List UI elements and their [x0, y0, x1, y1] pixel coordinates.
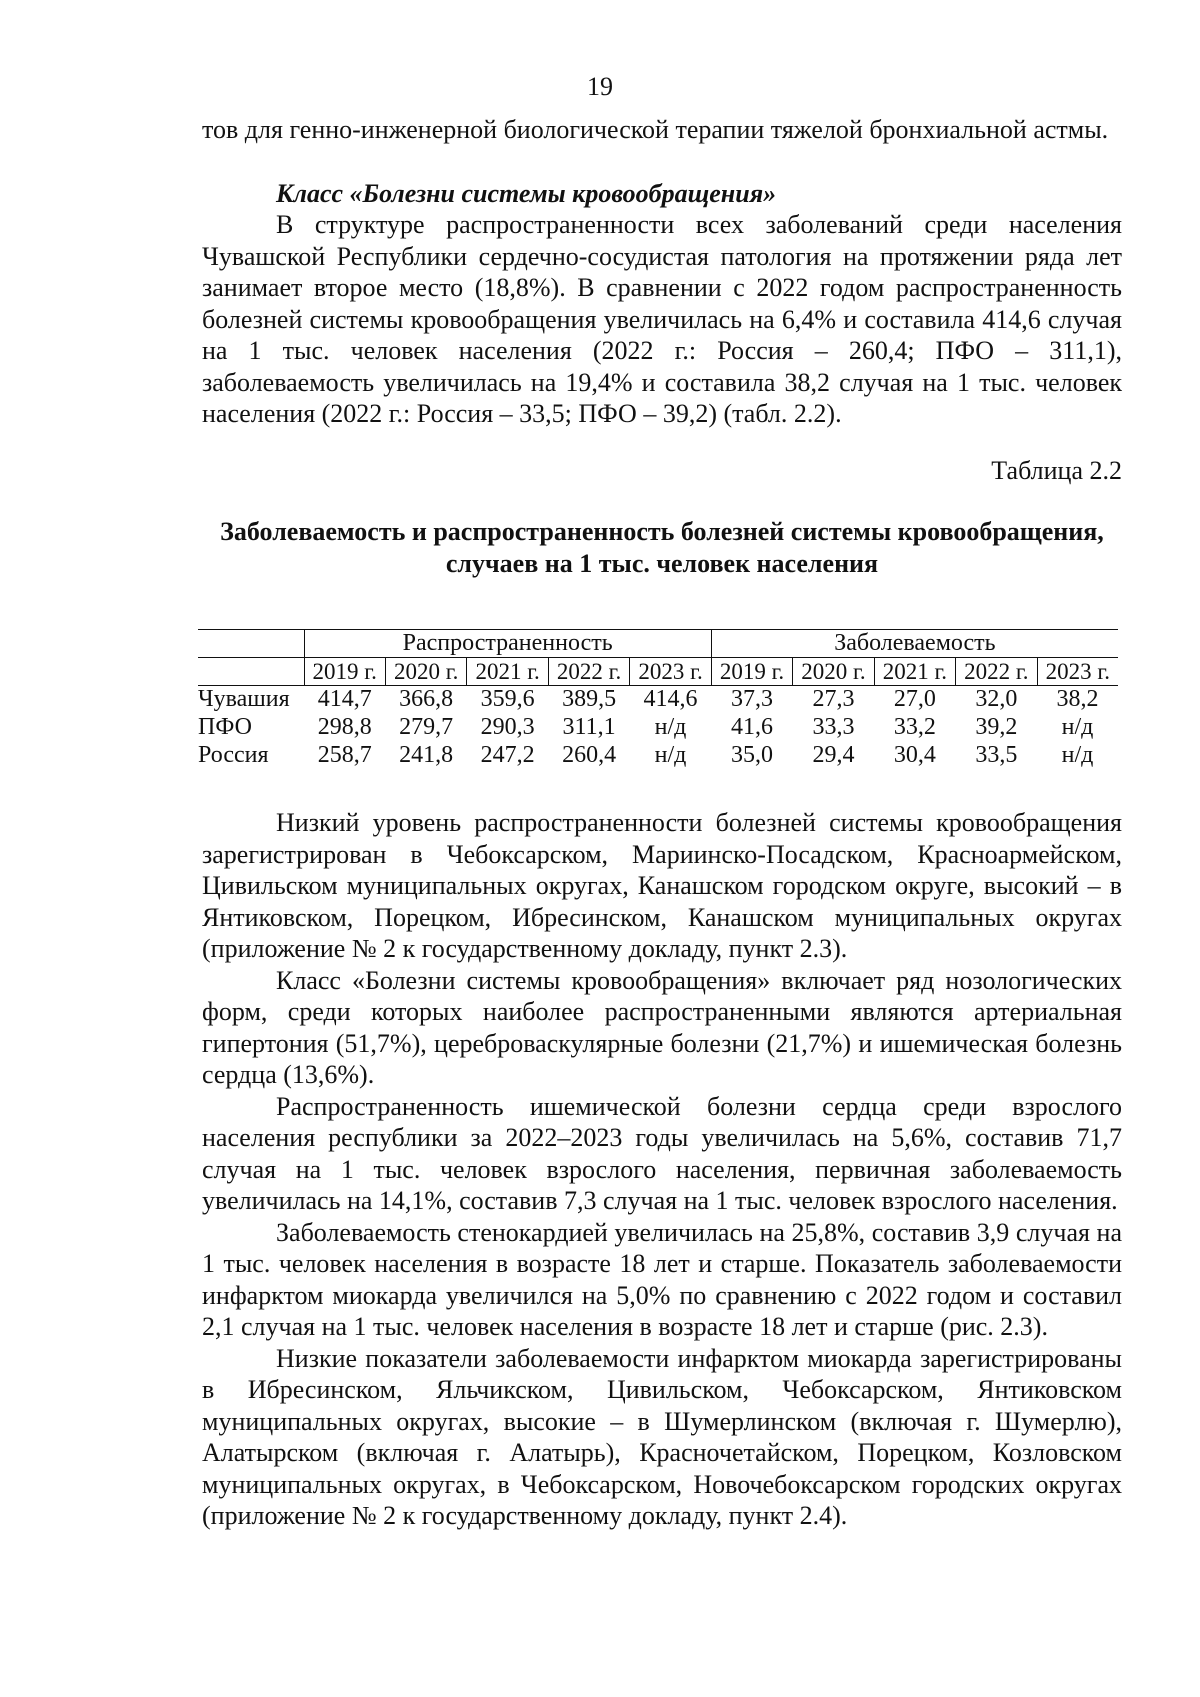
- page-number: 19: [587, 72, 613, 101]
- year-header: 2021 г.: [874, 658, 955, 686]
- paragraph-2: Низкий уровень распространенности болезней системы кровообращения зарегистрирован в Чебоксарском, Мариинско-Посадском, Красноармейском, Цивильском муниципальных округах, Канашском городском округе, высокий – в Янтиковском, Порецком, Ибресинском, Канашском муниципальных округах (приложение № 2 к государственному докладу, пункт 2.3).: [202, 808, 1122, 963]
- table-cell: 41,6: [730, 714, 773, 740]
- paragraph-6: Низкие показатели заболеваемости инфарктом миокарда зарегистрированы в Ибресинском, Яльчикском, Цивильском, Чебоксарском, Янтиковском муниципальных округах, высокие – в Шумерлинском (включая г. Шумерлю), Алатырском (включая г. Алатырь), Красночетайском, Порецком, Козловском муниципальных округах, в Чебоксарском, Новочебоксарском городских округах (приложение № 2 к государственному докладу, пункт 2.4).: [202, 1343, 1122, 1530]
- row-label: Чувашия: [198, 686, 290, 713]
- header-incidence: Заболеваемость: [711, 630, 1118, 658]
- year-header: 2022 г.: [548, 658, 629, 686]
- table-cell: 30,4: [893, 742, 936, 768]
- table-cell: 298,8: [317, 714, 372, 740]
- table-cell: 38,2: [1056, 686, 1099, 713]
- table-cell: 290,3: [480, 714, 535, 740]
- text-block-bottom: [202, 807, 1122, 1532]
- table-cell: 359,6: [480, 686, 535, 713]
- header-empty: [198, 630, 304, 658]
- table-cell: 366,8: [399, 686, 454, 713]
- year-header: 2020 г.: [793, 658, 874, 686]
- table-cell: 37,3: [730, 686, 773, 713]
- year-header: 2022 г.: [956, 658, 1037, 686]
- table-cell: 27,0: [893, 686, 936, 713]
- year-header: 2021 г.: [467, 658, 548, 686]
- year-header: 2023 г.: [630, 658, 711, 686]
- table-cell: 241,8: [399, 742, 454, 768]
- table-cell: 29,4: [812, 742, 855, 768]
- data-table: [198, 629, 1118, 770]
- table-cell: 33,2: [893, 714, 936, 740]
- year-header: 2023 г.: [1037, 658, 1118, 686]
- row-label: Россия: [198, 742, 269, 768]
- table-cell: 32,0: [975, 686, 1018, 713]
- table-cell: 247,2: [480, 742, 535, 768]
- row-label: ПФО: [198, 714, 252, 740]
- table-row: [198, 742, 1118, 770]
- table-cell: 27,3: [812, 686, 855, 713]
- table-cell: н/д: [654, 742, 687, 768]
- table-cell: н/д: [1061, 714, 1094, 740]
- year-header: 2019 г.: [304, 658, 385, 686]
- table-cell: 33,5: [975, 742, 1018, 768]
- paragraph-1: В структуре распространенности всех заболеваний среди населения Чувашской Республики сердечно-сосудистая патология на протяжении ряда лет занимает второе место (18,8%). В сравнении с 2022 годом распространенность болезней системы кровообращения увеличилась на 6,4% и составила 414,6 случая на 1 тыс. человек населения (2022 г.: Россия – 260,4; ПФО – 311,1), заболеваемость увеличилась на 19,4% и составила 38,2 случая на 1 тыс. человек населения (2022 г.: Россия – 33,5; ПФО – 39,2) (табл. 2.2).: [202, 210, 1122, 428]
- table-cell: 414,6: [643, 686, 698, 713]
- table-cell: 311,1: [562, 714, 616, 740]
- table-cell: 279,7: [399, 714, 454, 740]
- paragraph-4: Распространенность ишемической болезни сердца среди взрослого населения республики за 2022–2023 годы увеличилась на 5,6%, составив 71,7 случая на 1 тыс. человек взрослого населения, первичная заболеваемость увеличилась на 14,1%, составив 7,3 случая на 1 тыс. человек взрослого населения.: [202, 1091, 1122, 1215]
- continuation-paragraph: тов для генно-инженерной биологической терапии тяжелой бронхиальной астмы.: [202, 115, 1109, 144]
- year-header: 2020 г.: [385, 658, 466, 686]
- table-row: [198, 714, 1118, 742]
- table-cell: 389,5: [562, 686, 617, 713]
- paragraph-5: Заболеваемость стенокардией увеличилась на 25,8%, составив 3,9 случая на 1 тыс. человек населения в возрасте 18 лет и старше. Показатель заболеваемости инфарктом миокарда увеличился на 5,0% по сравнению с 2022 годом и составил 2,1 случая на 1 тыс. человек населения в возрасте 18 лет и старше (рис. 2.3).: [202, 1217, 1122, 1341]
- table-header-years: [198, 658, 1118, 686]
- table-cell: 414,7: [317, 686, 372, 713]
- paragraph-3: Класс «Болезни системы кровообращения» включает ряд нозологических форм, среди которых наиболее распространенными являются артериальная гипертония (51,7%), цереброваскулярные болезни (21,7%) и ишемическая болезнь сердца (13,6%).: [202, 965, 1122, 1089]
- table-cell: 258,7: [317, 742, 372, 768]
- table-cell: н/д: [654, 714, 687, 740]
- text-block-top: [202, 114, 1122, 580]
- table-caption: Таблица 2.2: [991, 455, 1122, 485]
- table-title-line2: случаев на 1 тыс. человек населения: [445, 548, 879, 578]
- table-title-line1: Заболеваемость и распространенность болезней системы кровообращения,: [220, 516, 1104, 546]
- section-heading: Класс «Болезни системы кровообращения»: [276, 178, 777, 208]
- header-prevalence: Распространенность: [304, 630, 711, 658]
- year-header: 2019 г.: [711, 658, 792, 686]
- table-row: [198, 686, 1118, 714]
- header-empty-2: [198, 658, 304, 686]
- table-cell: 260,4: [562, 742, 617, 768]
- table-cell: 39,2: [975, 714, 1018, 740]
- table-cell: н/д: [1061, 742, 1094, 768]
- table-cell: 33,3: [812, 714, 855, 740]
- table-header-groups: [198, 630, 1118, 658]
- table-cell: 35,0: [730, 742, 773, 768]
